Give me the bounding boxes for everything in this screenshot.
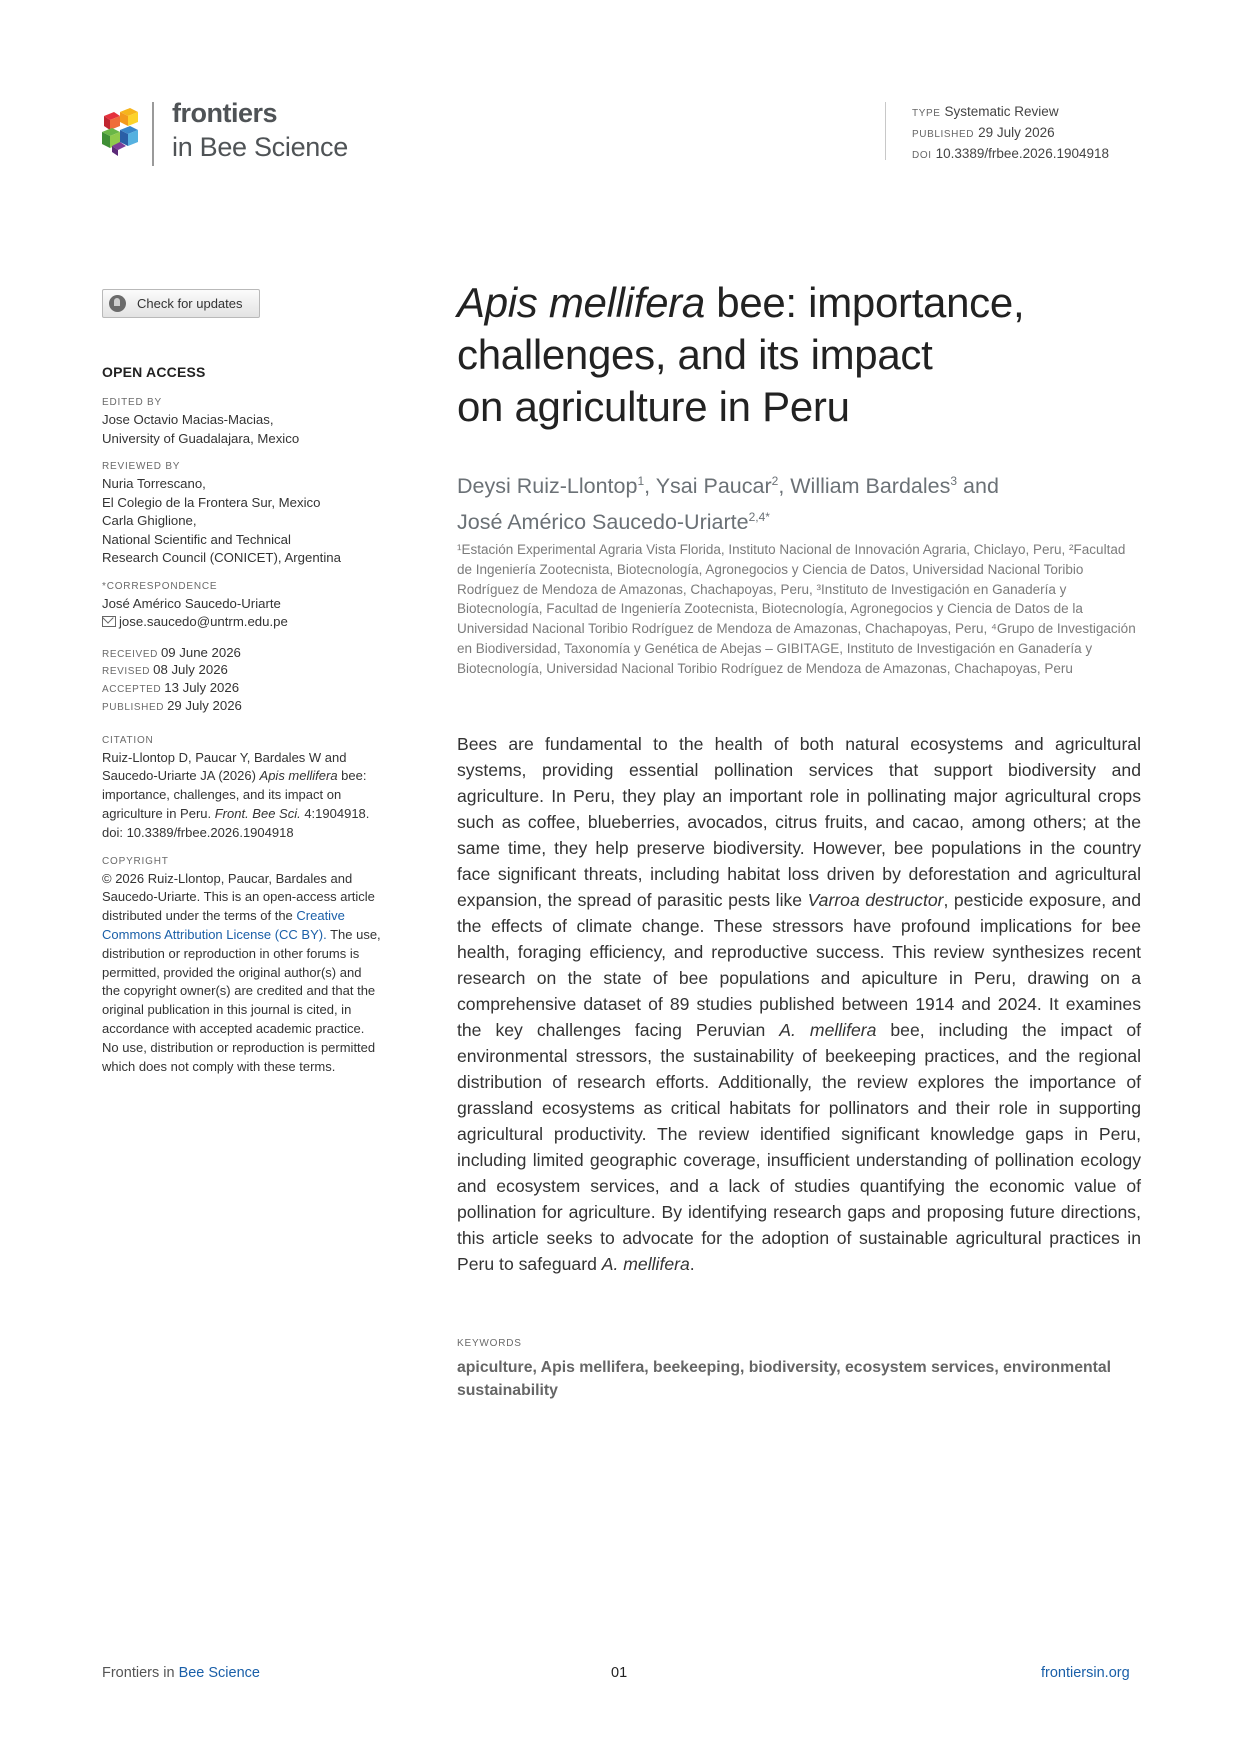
citation-text	[102, 749, 382, 843]
correspondence-email-row[interactable]	[102, 613, 382, 632]
open-access-label: OPEN ACCESS	[102, 364, 206, 380]
date-label: RECEIVED	[102, 648, 158, 660]
date-label: REVISED	[102, 666, 151, 678]
received-date	[102, 645, 382, 663]
abstract-part: .	[689, 1254, 695, 1274]
article-type	[912, 102, 1109, 123]
footer-frontiers: Frontiers in	[102, 1665, 179, 1681]
article-published	[912, 123, 1109, 144]
affiliations: ¹Estación Experimental Agraria Vista Florida, Instituto Nacional de Innovación Agraria, Chiclayo, Peru, ²Facultad de Ingeniería Zootecnista, Biotecnología, Agronegocios y Ciencia de Datos, Universidad Nacional Toribio Rodríguez de Mendoza de Amazonas, Chachapoyas, Peru, ³Instituto de Investigación en Ganadería y Biotecnología, Facultad de Ingeniería Zootecnista, Biotecnología, Agronegocios y Ciencia de Datos de la Universidad Nacional Toribio Rodríguez de Mendoza de Amazonas, Chachapoyas, Peru, ⁴Grupo de Investigación en Biodiversidad, Taxonomía y Genética de Abejas – GIBITAGE, Instituto de Investigación en Ganadería y Biotecnología, Universidad Nacional Toribio Rodríguez de Mendoza de Amazonas, Chachapoyas, Peru	[457, 542, 1136, 676]
citation-part: 4:1904918.	[300, 806, 370, 822]
correspondence-email[interactable]: jose.saucedo@untrm.edu.pe	[119, 614, 288, 629]
edited-by-text	[102, 411, 382, 448]
reviewer-line: National Scientific and Technical	[102, 531, 291, 547]
reviewer-line: Research Council (CONICET), Argentina	[102, 550, 341, 565]
doi-value[interactable]: 10.3389/frbee.2026.1904918	[935, 146, 1110, 161]
abstract-part: , pesticide exposure, and the effects of climate change. These stressors have profound implications for bee health, foraging efficiency, and reproductive success. This review synthesizes recent research on the state of bee populations and apiculture in Peru, drawing on a comprehensive dataset of 89 studies published between 1914 and 2024. It examines the key challenges facing Peruvian	[457, 890, 1141, 1040]
check-updates-button[interactable]	[102, 289, 260, 318]
mail-icon	[102, 616, 116, 627]
editor-affiliation: University of Guadalajara, Mexico	[102, 430, 300, 446]
citation-journal: Front. Bee Sci.	[214, 806, 301, 822]
correspondence-text	[102, 595, 382, 632]
correspondence-section	[102, 581, 382, 632]
type-value: Systematic Review	[944, 104, 1059, 119]
abstract-species: A. mellifera	[779, 1020, 877, 1040]
author-name[interactable]: Deysi Ruiz-Llontop	[457, 474, 638, 499]
citation-label: CITATION	[102, 734, 154, 746]
copyright-text	[102, 870, 382, 1077]
author-list: Deysi Ruiz-Llontop$^1$, Ysai Paucar$^2$, William Bardales$^3$ and José Américo Saucedo-Uriarte$^{2,4*}$	[457, 474, 999, 535]
editor-name: Jose Octavio Macias-Macias,	[102, 412, 274, 427]
abstract	[457, 731, 1141, 1277]
type-label: TYPE	[912, 108, 941, 119]
reviewer-line: El Colegio de la Frontera Sur, Mexico	[102, 494, 321, 510]
article-meta	[885, 102, 1109, 160]
date-label: ACCEPTED	[102, 684, 162, 696]
title-species: Apis mellifera	[457, 279, 705, 326]
cc-license-link[interactable]: Creative Commons Attribution License (CC BY).	[102, 908, 345, 943]
journal-name-line1: frontiers	[172, 98, 278, 128]
keywords: apiculture, Apis mellifera, beekeeping, biodiversity, ecosystem services, environmental sustainability	[457, 1359, 1112, 1399]
article-doi	[912, 144, 1109, 165]
check-updates-icon	[109, 295, 126, 312]
author-affil-sup: 3	[950, 474, 958, 488]
author-affil-sup: 2	[771, 474, 779, 488]
date-label: PUBLISHED	[102, 701, 165, 713]
copyright-part: The use, distribution or reproduction in other forums is permitted, provided the original author(s) and the copyright owner(s) are credited and that the original publication in this journal is cited, in accordance with accepted academic practice. No use, distribution or reproduction is permitted which does not comply with these terms.	[102, 927, 381, 1074]
author-affil-sup: 2,4*	[748, 510, 770, 525]
date-value: 09 June 2026	[160, 644, 241, 660]
abstract-species: A. mellifera	[601, 1254, 690, 1274]
journal-name-line2: in Bee Science	[172, 132, 348, 162]
copyright-part: © 2026 Ruiz-Llontop, Paucar, Bardales and Saucedo-Uriarte. This is an open-access article distributed under the terms of the	[102, 870, 375, 924]
footer-journal-link[interactable]: Bee Science	[178, 1665, 260, 1681]
frontiers-logo-icon	[100, 108, 140, 156]
reviewed-by-label: REVIEWED BY	[102, 461, 181, 472]
edited-by-section	[102, 397, 382, 448]
date-value: 29 July 2026	[167, 697, 242, 713]
article-title	[457, 277, 1157, 433]
citation-species: Apis mellifera	[259, 768, 338, 784]
sidebar	[102, 364, 382, 1089]
doi-label: DOI	[912, 150, 932, 161]
citation-doi[interactable]: doi: 10.3389/frbee.2026.1904918	[102, 824, 294, 840]
correspondence-name: José Américo Saucedo-Uriarte	[102, 595, 281, 611]
abstract-species: Varroa destructor	[807, 890, 944, 910]
title-line: on agriculture in Peru	[457, 383, 850, 430]
reviewed-by-text	[102, 475, 382, 568]
abstract-part: bee, including the impact of environmental stressors, the sustainability of beekeeping practices, and the regional distribution of research efforts. Additionally, the review explores the importance of grassland ecosystems as critical habitats for pollinators and their role in supporting agricultural productivity. The review identified significant knowledge gaps in Peru, including limited geographic coverage, insufficient understanding of pollination ecology and ecosystem services, and a lack of studies quantifying the economic value of pollination for agriculture. By identifying research gaps and proposing future directions, this article seeks to advocate for the adoption of sustainable agricultural practices in Peru to safeguard	[457, 1020, 1141, 1274]
copyright-label: COPYRIGHT	[102, 855, 169, 867]
citation-part: Ruiz-Llontop D, Paucar Y, Bardales W and Saucedo-Uriarte JA (2026)	[102, 749, 347, 784]
author-name[interactable]: José Américo Saucedo-Uriarte	[457, 510, 749, 535]
author-name[interactable]: William Bardales	[790, 474, 951, 499]
published-value: 29 July 2026	[978, 125, 1055, 140]
date-value: 08 July 2026	[153, 662, 228, 678]
check-updates-label: Check for updates	[137, 296, 243, 311]
author-and: and	[963, 474, 999, 499]
keywords-label: KEYWORDS	[457, 1338, 522, 1349]
footer-journal	[102, 1665, 260, 1681]
journal-logo	[100, 100, 400, 170]
footer-site-link[interactable]: frontiersin.org	[1041, 1665, 1130, 1681]
author-affil-sup: 1	[637, 474, 645, 488]
reviewer-line: Carla Ghiglione,	[102, 513, 197, 528]
reviewer-line: Nuria Torrescano,	[102, 476, 206, 491]
date-value: 13 July 2026	[164, 680, 240, 696]
accepted-date	[102, 680, 382, 698]
title-line	[457, 277, 1157, 329]
correspondence-label: *CORRESPONDENCE	[102, 580, 218, 592]
published-label: PUBLISHED	[912, 129, 975, 140]
citation-section	[102, 735, 382, 843]
dates-section	[102, 645, 382, 716]
revised-date	[102, 662, 382, 680]
abstract-part: Bees are fundamental to the health of both natural ecosystems and agricultural systems, providing essential pollination services that support biodiversity and agriculture. In Peru, they play an important role in pollinating major agricultural crops such as coffee, blueberries, avocados, citrus fruits, and cacao, among others; at the same time, they help preserve biodiversity. However, bee populations in the country face significant threats, including habitat loss driven by deforestation and agricultural expansion, the spread of parasitic pests like	[457, 734, 1141, 910]
copyright-section	[102, 856, 382, 1077]
page-number: 01	[611, 1665, 628, 1681]
reviewed-by-section	[102, 461, 382, 568]
citation-part: bee: importance, challenges, and its impact on agriculture in Peru.	[102, 768, 367, 822]
edited-by-label: EDITED BY	[102, 397, 162, 408]
title-text: bee: importance,	[704, 279, 1025, 326]
logo-divider	[152, 102, 154, 166]
author-name[interactable]: Ysai Paucar	[655, 474, 772, 499]
published-date	[102, 698, 382, 716]
title-line: challenges, and its impact	[457, 331, 933, 378]
